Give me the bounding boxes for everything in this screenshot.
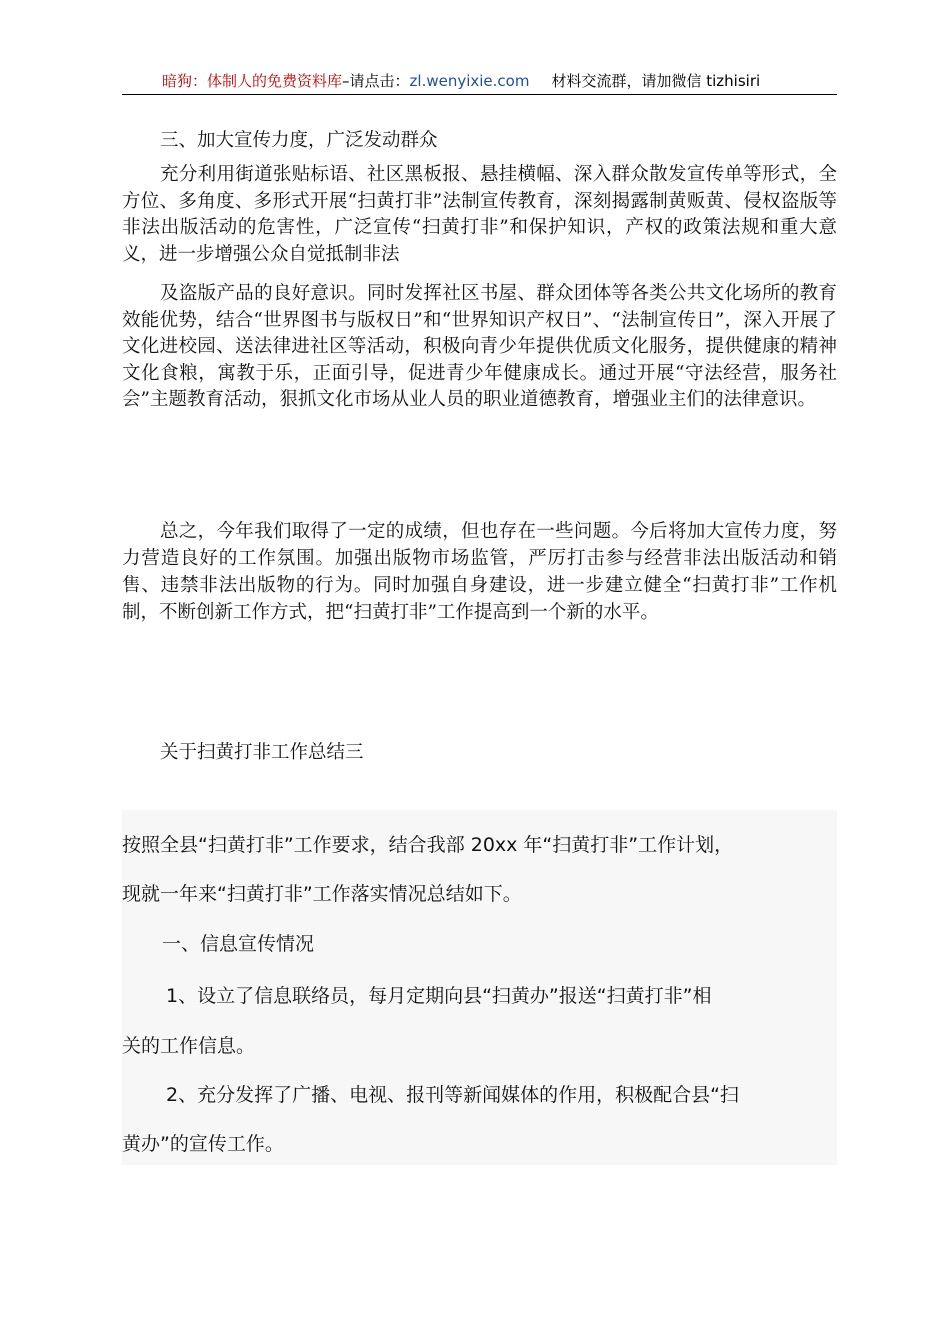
conclusion-paragraph: 总之，今年我们取得了一定的成绩，但也存在一些问题。今后将加大宣传力度，努力营造良好的工作氛围。加强出版物市场监管，严厉打击参与经营非法出版活动和销售、违禁非法出版物的行为。同时加强自身建设，进一步建立健全“扫黄打非”工作机制，不断创新工作方式，把“扫黄打非”工作提高到一个新的水平。 bbox=[122, 521, 837, 623]
page-header bbox=[122, 68, 837, 95]
article3-item2-line-2: 黄办”的宣传工作。 bbox=[122, 1133, 284, 1155]
article3-intro-line-1: 按照全县“扫黄打非”工作要求，结合我部 20xx 年“扫黄打非”工作计划， bbox=[122, 834, 734, 856]
section3-paragraph-2: 及盗版产品的良好意识。同时发挥社区书屋、群众团体等各类公共文化场所的教育效能优势，结合“世界图书与版权日”和“世界知识产权日”、“法制宣传日”，深入开展了文化进校园、送法律进社区等活动，积极向青少年提供优质文化服务，提供健康的精神文化食粮，寓教于乐，正面引导，促进青少年健康成长。通过开展“守法经营，服务社会”主题教育活动，狠抓文化市场从业人员的职业道德教育，增强业主们的法律意识。 bbox=[122, 283, 837, 410]
article3-intro-line-2: 现就一年来“扫黄打非”工作落实情况总结如下。 bbox=[122, 883, 522, 905]
article3-item1-line-2: 关的工作信息。 bbox=[122, 1035, 256, 1057]
article3-section1-heading: 一、信息宣传情况 bbox=[162, 933, 315, 955]
section3-paragraph-1: 充分利用街道张贴标语、社区黑板报、悬挂横幅、深入群众散发宣传单等形式，全方位、多角度、多形式开展“扫黄打非”法制宣传教育，深刻揭露制黄贩黄、侵权盗版等非法出版活动的危害性，广泛宣传“扫黄打非”和保护知识，产权的政策法规和重大意义，进一步增强公众自觉抵制非法 bbox=[122, 164, 837, 265]
header-brand: 暗狗：体制人的免费资料库 bbox=[162, 72, 343, 90]
article3-item1-line-1: 1、设立了信息联络员，每月定期向县“扫黄办”报送“扫黄打非”相 bbox=[166, 985, 712, 1007]
article3-title: 关于扫黄打非工作总结三 bbox=[160, 742, 364, 763]
header-click-label: –请点击： bbox=[342, 72, 410, 90]
section3-heading: 三、加大宣传力度，广泛发动群众 bbox=[160, 130, 438, 151]
header-contact: 材料交流群，请加微信 tizhisiri bbox=[551, 72, 761, 90]
header-url-link[interactable]: zl.wenyixie.com bbox=[409, 72, 530, 90]
article3-item2-line-1: 2、充分发挥了广播、电视、报刊等新闻媒体的作用，积极配合县“扫 bbox=[166, 1084, 739, 1106]
